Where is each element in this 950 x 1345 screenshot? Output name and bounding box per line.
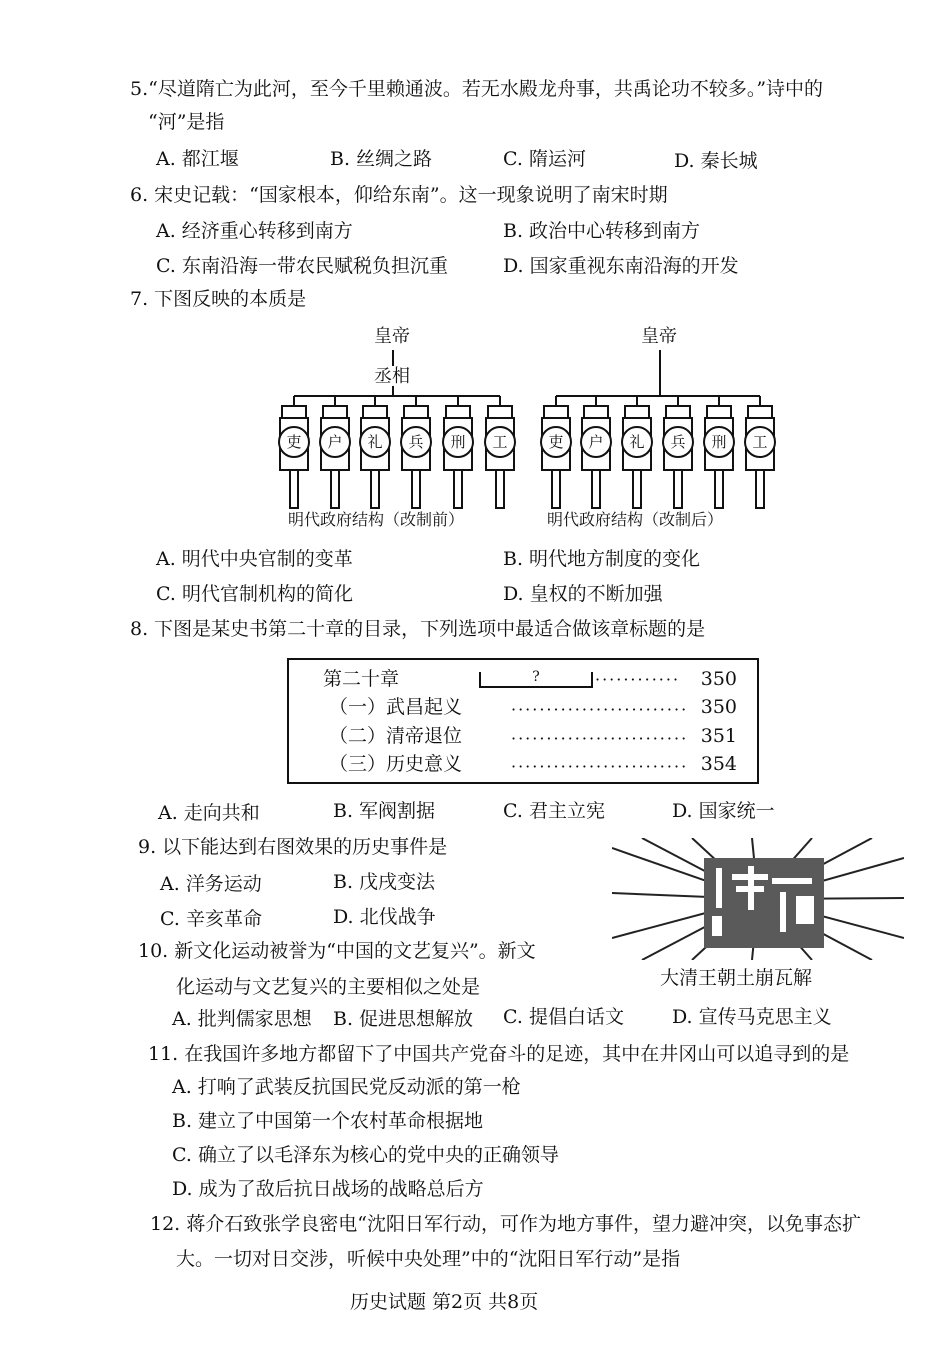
left-ministry-justice: 刑 <box>442 426 474 458</box>
q6-option-c: C. 东南沿海一带农民赋税负担沉重 <box>156 255 448 277</box>
left-ministry-works: 工 <box>484 426 516 458</box>
right-ministry-personnel: 吏 <box>540 426 572 458</box>
left-ministry-war: 兵 <box>400 426 432 458</box>
q11-option-c: C. 确立了以毛泽东为核心的党中央的正确领导 <box>172 1144 559 1166</box>
q5-stem-line2: “河”是指 <box>148 111 225 133</box>
q8-table-of-contents <box>287 658 759 784</box>
q7-option-c: C. 明代官制机构的简化 <box>156 583 353 605</box>
right-ministry-war: 兵 <box>662 426 694 458</box>
q7-option-d: D. 皇权的不断加强 <box>503 583 663 605</box>
left-emperor-label: 皇帝 <box>374 326 410 347</box>
q7-option-a: A. 明代中央官制的变革 <box>156 548 353 570</box>
toc-missing-title-box <box>479 669 593 688</box>
q11-option-d: D. 成为了敌后抗日战场的战略总后方 <box>172 1178 484 1200</box>
q7-government-structure-diagram <box>260 322 790 542</box>
q11-option-a: A. 打响了武装反抗国民党反动派的第一枪 <box>172 1076 521 1098</box>
right-ministry-justice: 刑 <box>703 426 735 458</box>
q7-diagram-lines <box>260 322 790 522</box>
q9-option-d: D. 北伐战争 <box>333 906 436 928</box>
toc-row-1-label: （一）武昌起义 <box>329 696 463 718</box>
q5-option-a: A. 都江堰 <box>156 148 239 170</box>
q8-option-d: D. 国家统一 <box>672 800 775 822</box>
q5-option-b: B. 丝绸之路 <box>330 148 433 170</box>
toc-dots-chapter: ············ <box>595 670 681 689</box>
q5-option-c: C. 隋运河 <box>503 148 586 170</box>
toc-row-2-label: （二）清帝退位 <box>329 725 463 747</box>
right-emperor-label: 皇帝 <box>641 326 677 347</box>
toc-dots-3: ························· <box>511 757 689 776</box>
q11-option-b: B. 建立了中国第一个农村革命根据地 <box>172 1110 484 1132</box>
q9-crumbling-qing-image <box>612 838 904 960</box>
left-ministry-rites: 礼 <box>359 426 391 458</box>
toc-row-3-label: （三）历史意义 <box>329 753 463 775</box>
left-ministry-revenue: 户 <box>319 426 351 458</box>
q9-image-caption: 大清王朝土崩瓦解 <box>660 967 813 989</box>
q9-option-a: A. 洋务运动 <box>160 873 262 895</box>
left-diagram-caption: 明代政府结构（改制前） <box>288 510 465 529</box>
q10-stem-line1: 10. 新文化运动被誉为“中国的文艺复兴”。新文 <box>138 940 536 962</box>
toc-chapter-page: 350 <box>700 668 737 690</box>
q6-stem: 6. 宋史记载：“国家根本，仰给东南”。这一现象说明了南宋时期 <box>130 184 668 206</box>
q5-stem-line1: 5.“尽道隋亡为此河，至今千里赖通波。若无水殿龙舟事，共禹论功不较多。”诗中的 <box>130 78 824 100</box>
q9-option-b: B. 戊戌变法 <box>333 871 436 893</box>
q6-option-b: B. 政治中心转移到南方 <box>503 220 701 242</box>
q8-option-c: C. 君主立宪 <box>503 800 605 822</box>
toc-chapter-title: 第二十章 <box>323 668 400 690</box>
right-diagram-caption: 明代政府结构（改制后） <box>547 510 724 529</box>
toc-row-1-page: 350 <box>700 696 737 718</box>
toc-row-2-page: 351 <box>700 725 737 747</box>
q8-option-a: A. 走向共和 <box>158 802 260 824</box>
toc-dots-1: ························· <box>511 700 689 719</box>
chancellor-label: 丞相 <box>374 366 410 387</box>
q6-option-d: D. 国家重视东南沿海的开发 <box>503 255 739 277</box>
q10-option-b: B. 促进思想解放 <box>333 1008 474 1030</box>
q7-option-b: B. 明代地方制度的变化 <box>503 548 701 570</box>
q8-stem: 8. 下图是某史书第二十章的目录，下列选项中最适合做该章标题的是 <box>130 618 706 640</box>
q6-option-a: A. 经济重心转移到南方 <box>156 220 353 242</box>
q10-option-a: A. 批判儒家思想 <box>172 1008 312 1030</box>
q10-stem-line2: 化运动与文艺复兴的主要相似之处是 <box>176 976 481 998</box>
toc-question-mark: ? <box>532 669 540 685</box>
q9-option-c: C. 辛亥革命 <box>160 908 262 930</box>
q11-stem: 11. 在我国许多地方都留下了中国共产党奋斗的足迹，其中在井冈山可以追寻到的是 <box>148 1043 850 1065</box>
q8-option-b: B. 军阀割据 <box>333 800 436 822</box>
q12-stem-line1: 12. 蒋介石致张学良密电“沈阳日军行动，可作为地方事件，望力避冲突，以免事态扩 <box>150 1213 861 1235</box>
q10-option-d: D. 宣传马克思主义 <box>672 1006 832 1028</box>
left-ministry-personnel: 吏 <box>278 426 310 458</box>
right-ministry-rites: 礼 <box>621 426 653 458</box>
q5-option-d: D. 秦长城 <box>674 150 758 172</box>
q9-stem: 9. 以下能达到右图效果的历史事件是 <box>138 836 448 858</box>
q12-stem-line2: 大。一切对日交涉，听候中央处理”中的“沈阳日军行动”是指 <box>176 1248 681 1270</box>
page-footer: 历史试题 第2页 共8页 <box>350 1291 539 1313</box>
q7-stem: 7. 下图反映的本质是 <box>130 288 307 310</box>
toc-row-3-page: 354 <box>700 753 737 775</box>
right-ministry-works: 工 <box>744 426 776 458</box>
toc-dots-2: ························· <box>511 729 689 748</box>
q10-option-c: C. 提倡白话文 <box>503 1006 624 1028</box>
right-ministry-revenue: 户 <box>580 426 612 458</box>
